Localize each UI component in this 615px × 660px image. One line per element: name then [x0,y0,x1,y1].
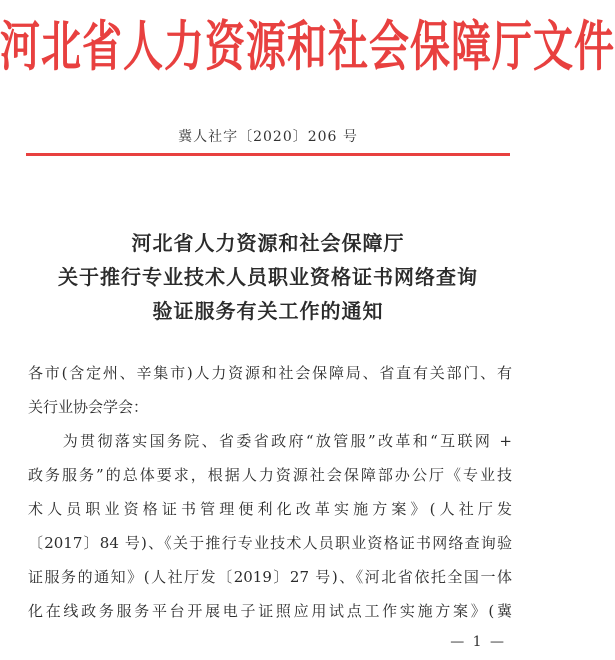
body-line: 〔2017〕84 号)、《关于推行专业技术人员职业资格证书网络查询验 [28,534,512,552]
page-number: — 1 — [450,634,506,650]
title-line: 验证服务有关工作的通知 [152,299,384,323]
body-line: 政务服务”的总体要求，根据人力资源社会保障部办公厅《专业技 [28,466,512,484]
body-line: 关行业协会学会： [28,398,149,416]
title-line: 河北省人力资源和社会保障厅 [131,231,405,255]
notice-body [28,356,512,628]
body-line: 为贯彻落实国务院、省委省政府“放管服”改革和“互联网 + [28,432,512,450]
body-line: 化在线政务服务平台开展电子证照应用试点工作实施方案》(冀 [28,602,512,620]
body-line: 术人员职业资格证书管理便利化改革实施方案》(人社厅发 [28,500,512,518]
document-header-title: 河北省人力资源和社会保障厅文件 [0,14,615,79]
red-divider-line [26,153,510,156]
body-line: 各市(含定州、辛集市)人力资源和社会保障局、省直有关部门、有 [28,364,512,382]
body-line: 证服务的通知》(人社厅发〔2019〕27 号)、《河北省依托全国一体 [28,568,512,586]
notice-title [0,226,536,328]
document-number: 冀人社字〔2020〕206 号 [178,129,358,145]
title-line: 关于推行专业技术人员职业资格证书网络查询 [58,265,478,289]
